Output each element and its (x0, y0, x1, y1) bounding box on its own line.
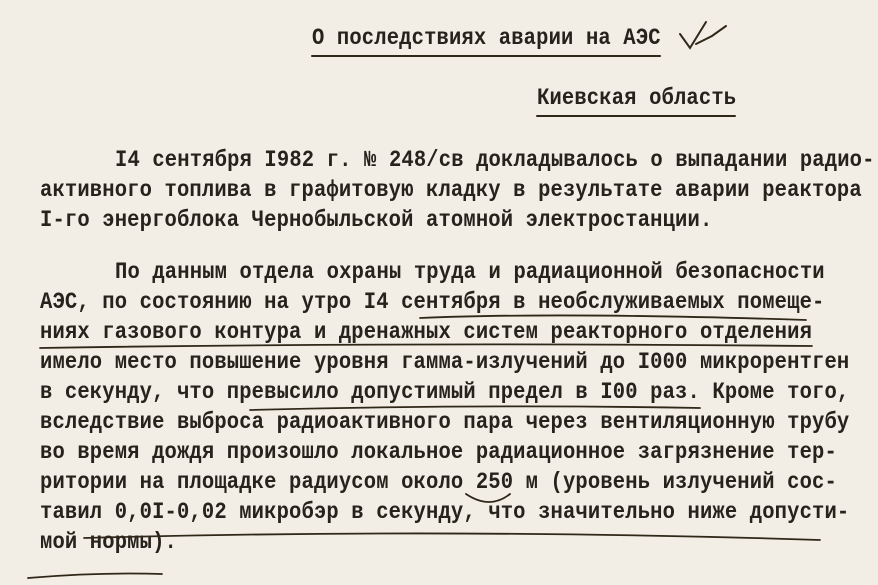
handwritten-underline (466, 494, 510, 502)
text-line: АЭС, по состоянию на утро I4 сентября в необслуживаемых помеще- (40, 290, 825, 316)
text-line: вследствие выброса радиоактивного пара через вентиляционную трубу (40, 410, 850, 436)
text-line: тавил 0,0I-0,02 микробэр в секунду, что значительно ниже допусти- (40, 500, 850, 526)
text-line: I-го энергоблока Чернобыльской атомной электростанции. (40, 208, 713, 234)
checkmark-icon (680, 22, 726, 48)
text-line: ритории на площадке радиусом около 250 м (уровень излучений сос- (40, 470, 837, 496)
text-line: активного топлива в графитовую кладку в результате аварии реактора (40, 178, 862, 204)
text-line: в секунду, что превысило допустимый предел в I00 раз. Кроме того, (40, 380, 850, 406)
handwritten-underline (420, 315, 806, 320)
text-line: ниях газового контура и дренажных систем реакторного отделения (40, 320, 813, 346)
text-line: во время дождя произошло локальное радиационное загрязнение тер- (40, 440, 837, 466)
handwritten-underline (28, 574, 162, 579)
document-title: О последствиях аварии на АЭС (312, 26, 661, 52)
region-heading: Киевская область (537, 86, 737, 112)
text-line: имело место повышение уровня гамма-излучений до I000 микрорентген (40, 350, 850, 376)
handwritten-underline (84, 533, 820, 540)
handwritten-underline (250, 406, 700, 410)
handwritten-underline (40, 344, 812, 348)
text-line: I4 сентября I982 г. № 248/св докладывалось о выпадании радио- (115, 148, 875, 174)
text-line: мой нормы). (40, 530, 177, 556)
text-line: По данным отдела охраны труда и радиационной безопасности (115, 260, 825, 286)
